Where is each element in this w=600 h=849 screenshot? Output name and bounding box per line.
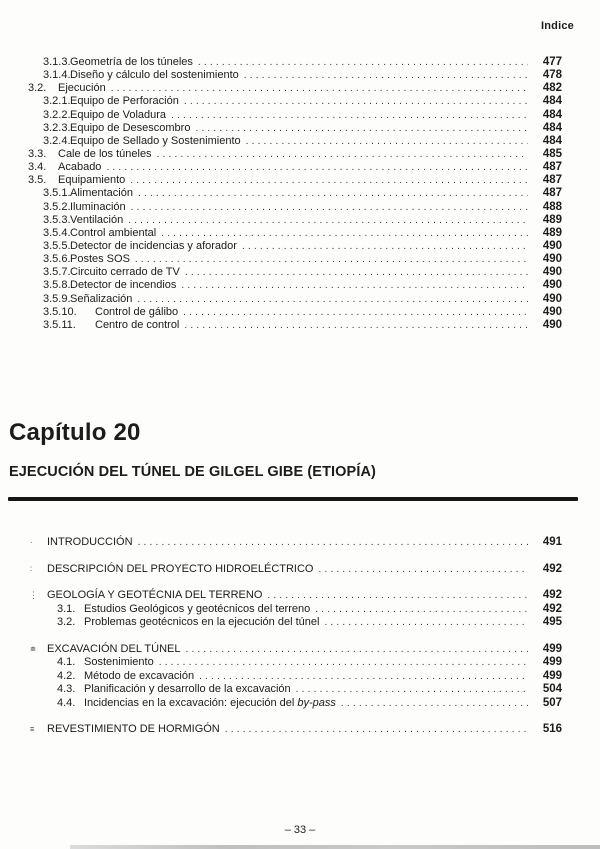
toc-entry-page-number: 507: [542, 696, 562, 709]
toc-row: [28, 174, 562, 187]
dot-leader: [106, 82, 528, 95]
toc-entry-number: 3.5.3.: [43, 213, 71, 226]
toc-entry-label: Cale de los túneles: [58, 147, 152, 160]
toc-entry-page-number: 490: [542, 318, 562, 331]
toc-entry-number: 3.2.4.: [43, 134, 71, 147]
dot-leader: [262, 589, 528, 603]
toc-entry-number: 3.4.: [28, 161, 47, 174]
toc-row: [30, 603, 562, 617]
dot-leader: [178, 306, 528, 319]
toc-row: [30, 589, 562, 603]
toc-entry-number: 3.2.: [57, 616, 76, 628]
toc-entry-label: Centro de control: [95, 318, 180, 331]
dot-leader: [310, 603, 528, 617]
toc-entry-number: 3.2.1.: [43, 95, 71, 108]
toc-entry-page-number: 491: [542, 536, 562, 548]
toc-entry-number: 4.2.: [57, 669, 76, 682]
toc-entry-number: 3.5.8.: [43, 279, 71, 292]
dot-leader: [133, 536, 528, 550]
toc-entry-number: 3.2.2.: [43, 108, 71, 121]
toc-entry-page-number: 499: [542, 656, 562, 668]
dot-leader: [133, 187, 528, 200]
toc-row: [30, 616, 562, 630]
toc-entry-number: 3.2.3.: [43, 121, 71, 134]
toc-row: [28, 69, 562, 82]
toc-entry-number: 3.5.1.: [43, 187, 71, 200]
dot-leader: [101, 161, 528, 174]
dot-leader: [239, 69, 528, 82]
toc-entry-page-number: 490: [542, 305, 562, 318]
toc-entry-page-number: 499: [542, 669, 562, 682]
section-number-remnant-mark: ∶: [30, 563, 32, 574]
toc-entry-label: Diseño y cálculo del sostenimiento: [70, 69, 239, 82]
toc-row: [28, 187, 562, 200]
toc-entry-page-number: 492: [542, 602, 562, 615]
dot-leader: [237, 240, 528, 253]
toc-entry-label: Planificación y desarrollo de la excavación: [84, 683, 291, 695]
toc-entry-label: Equipo de Sellado y Sostenimiento: [70, 134, 241, 147]
toc-entry-label: Geometría de los túneles: [70, 56, 193, 68]
toc-row: [28, 319, 562, 332]
toc-entry-label: Alimentación: [70, 187, 133, 200]
toc-entry-number: 3.5.2.: [43, 200, 71, 213]
toc-entry-label: GEOLOGÍA Y GEOTÉCNIA DEL TERRENO: [47, 589, 263, 601]
toc-row: [28, 227, 562, 240]
toc-entry-page-number: 484: [542, 95, 562, 108]
toc-entry-page-number: 487: [542, 174, 562, 187]
dot-leader: [125, 174, 528, 187]
toc-entry-page-number: 516: [542, 723, 562, 735]
toc-row: [28, 240, 562, 253]
toc-entry-page-number: 477: [542, 56, 562, 68]
toc-entry-page-number: 490: [542, 239, 562, 252]
toc-entry-label: Iluminación: [70, 200, 126, 213]
toc-row: [30, 697, 562, 711]
section-number-remnant-mark: ≐: [30, 643, 37, 654]
toc-entry-label: Postes SOS: [70, 253, 130, 266]
toc-row: [28, 306, 562, 319]
toc-row: [30, 670, 562, 684]
toc-entry-page-number: 490: [542, 292, 562, 305]
toc-entry-number: 3.5.5.: [43, 239, 71, 252]
dot-leader: [180, 643, 528, 657]
toc-entry-page-number: 485: [542, 147, 562, 160]
toc-entry-label: INTRODUCCIÓN: [47, 536, 133, 548]
toc-entry-number: 3.5.7.: [43, 266, 71, 279]
scan-edge-artifact: [70, 845, 600, 849]
toc-entry-number: 3.3.: [28, 147, 47, 160]
toc-entry-label: REVESTIMIENTO DE HORMIGÓN: [47, 723, 220, 735]
toc-entry-page-number: 492: [542, 562, 562, 575]
dot-leader: [314, 563, 529, 577]
toc-row: [28, 201, 562, 214]
toc-entry-label: Circuito cerrado de TV: [70, 266, 180, 279]
toc-entry-label: Ejecución: [58, 82, 106, 95]
toc-row: [28, 293, 562, 306]
toc-row: [30, 536, 562, 550]
dot-leader: [126, 201, 528, 214]
section-number-remnant-mark: ⋮: [30, 590, 38, 600]
toc-entry-number: 3.5.9.: [43, 292, 71, 305]
toc-entry-label: Estudios Geológicos y geotécnicos del terreno: [84, 602, 311, 615]
toc-entry-number: 4.3.: [57, 683, 76, 695]
dot-leader: [220, 723, 528, 737]
toc-entry-page-number: 495: [542, 616, 562, 628]
page-number-footer: – 33 –: [284, 824, 316, 836]
chapter-toc: [30, 536, 562, 737]
toc-row: [28, 279, 562, 292]
toc-row: [30, 723, 562, 737]
toc-entry-number: 3.1.4.: [43, 69, 71, 82]
toc-entry-label: Detector de incendios: [70, 279, 177, 292]
toc-row: [28, 122, 562, 135]
toc-entry-page-number: 504: [542, 683, 562, 695]
toc-row: [30, 683, 562, 697]
toc-entry-label: Problemas geotécnicos en la ejecución del túnel: [84, 616, 320, 628]
toc-entry-label: Equipo de Desescombro: [70, 121, 191, 134]
toc-row: [28, 56, 562, 69]
toc-entry-label: Incidencias en la excavación: ejecución del: [84, 696, 295, 709]
toc-entry-page-number: 489: [542, 213, 562, 226]
toc-entry-number: 3.2.: [28, 82, 47, 95]
dot-leader: [123, 214, 528, 227]
toc-entry-page-number: 478: [542, 69, 562, 82]
dot-leader: [154, 656, 528, 670]
dot-leader: [152, 148, 528, 161]
toc-row: [28, 161, 562, 174]
toc-entry-number: 3.5.: [28, 174, 47, 187]
dot-leader: [190, 122, 528, 135]
dot-leader: [130, 253, 528, 266]
toc-entry-label: Sostenimiento: [84, 656, 154, 668]
dot-leader: [336, 697, 528, 711]
toc-entry-number: 4.4.: [57, 696, 76, 709]
toc-entry-page-number: 499: [542, 642, 562, 655]
dot-leader: [319, 616, 528, 630]
toc-row: [28, 266, 562, 279]
dot-leader: [132, 293, 528, 306]
toc-top: [28, 56, 562, 332]
toc-entry-label: Control de gálibo: [95, 305, 179, 318]
toc-entry-page-number: 487: [542, 187, 562, 200]
dot-leader: [180, 266, 528, 279]
toc-row: [30, 656, 562, 670]
chapter-title: Capítulo 20: [9, 419, 141, 446]
section-number-remnant-mark: ·: [30, 537, 33, 547]
toc-entry-page-number: 490: [542, 253, 562, 266]
toc-entry-label-italic: by-pass: [297, 696, 336, 709]
chapter-subtitle: EJECUCIÓN DEL TÚNEL DE GILGEL GIBE (ETIOPÍA): [9, 464, 376, 480]
toc-entry-page-number: 484: [542, 121, 562, 134]
section-number-remnant-mark: ≡: [30, 724, 35, 734]
toc-entry-label: Equipo de Voladura: [70, 108, 167, 121]
toc-entry-page-number: 489: [542, 226, 562, 239]
toc-row: [28, 109, 562, 122]
toc-entry-label: DESCRIPCIÓN DEL PROYECTO HIDROELÉCTRICO: [47, 562, 314, 575]
toc-row: [30, 643, 562, 657]
toc-entry-label: EXCAVACIÓN DEL TÚNEL: [47, 642, 181, 655]
toc-row: [28, 95, 562, 108]
toc-entry-label: Detector de incidencias y aforador: [70, 239, 237, 252]
toc-entry-page-number: 490: [542, 279, 562, 292]
toc-row: [28, 214, 562, 227]
dot-leader: [166, 109, 528, 122]
toc-row: [28, 253, 562, 266]
dot-leader: [156, 227, 528, 240]
toc-entry-label: Control ambiental: [70, 226, 157, 239]
heading-rule: [8, 497, 578, 501]
toc-entry-number: 4.1.: [57, 656, 76, 668]
toc-entry-page-number: 490: [542, 266, 562, 279]
toc-entry-label: Ventilación: [70, 213, 124, 226]
toc-entry-page-number: 484: [542, 134, 562, 147]
toc-entry-label: Señalización: [70, 292, 133, 305]
toc-entry-label: Equipamiento: [58, 174, 126, 187]
toc-entry-page-number: 482: [542, 82, 562, 95]
dot-leader: [193, 56, 528, 69]
toc-entry-label: Acabado: [58, 161, 102, 174]
dot-leader: [176, 279, 528, 292]
dot-leader: [179, 319, 528, 332]
toc-entry-page-number: 487: [542, 161, 562, 174]
toc-row: [28, 135, 562, 148]
toc-entry-number: 3.5.10.: [43, 305, 77, 318]
toc-row: [28, 148, 562, 161]
toc-entry-number: 3.5.6.: [43, 253, 71, 266]
toc-row: [30, 563, 562, 577]
dot-leader: [179, 95, 528, 108]
dot-leader: [291, 683, 528, 697]
toc-entry-number: 3.1.3.: [43, 56, 71, 68]
dot-leader: [241, 135, 528, 148]
toc-entry-page-number: 484: [542, 108, 562, 121]
toc-entry-number: 3.1.: [57, 602, 76, 615]
toc-entry-page-number: 488: [542, 200, 562, 213]
toc-entry-page-number: 492: [542, 589, 562, 601]
toc-entry-number: 3.5.4.: [43, 226, 71, 239]
toc-entry-label: Equipo de Perforación: [70, 95, 179, 108]
toc-entry-label: Método de excavación: [84, 669, 195, 682]
running-head-indice: Indice: [541, 20, 574, 32]
dot-leader: [194, 670, 528, 684]
toc-entry-number: 3.5.11.: [43, 318, 76, 331]
toc-row: [28, 82, 562, 95]
